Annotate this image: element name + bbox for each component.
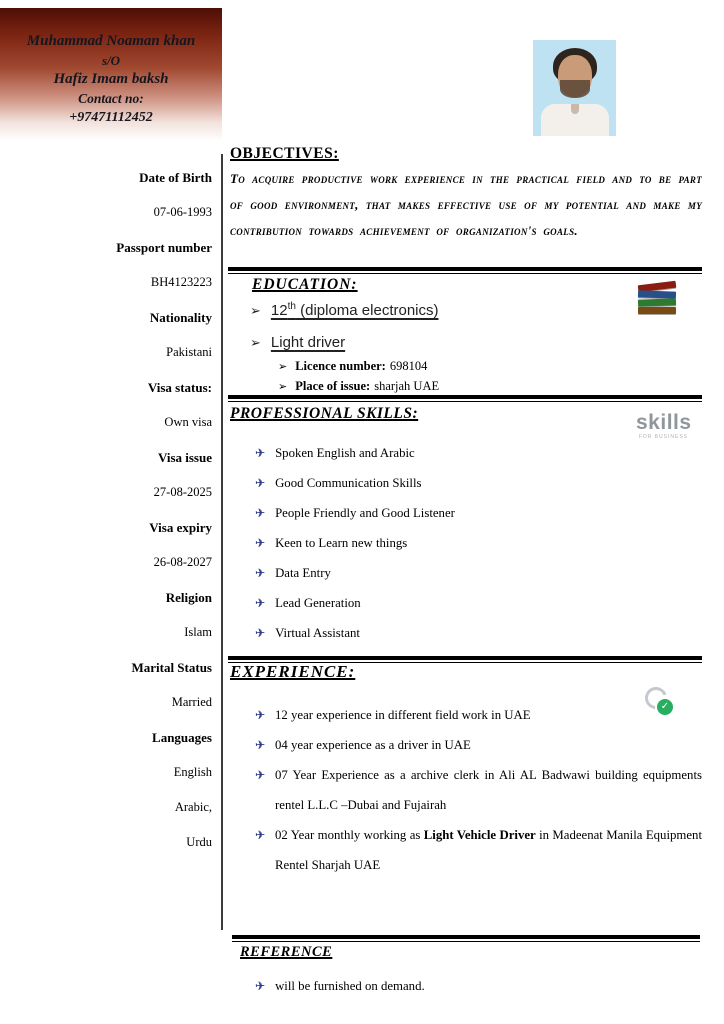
sidebar-row [0,825,215,860]
licence-value: 698104 [389,359,428,373]
sidebar-row-text: 27-08-2025 [153,485,212,499]
skill-item [255,558,455,588]
section-divider [228,395,702,402]
book-brown [638,307,676,314]
sidebar-row [0,685,215,720]
header-name-box [0,8,222,141]
arrow-bullet-icon: ➢ [278,360,288,373]
son-of-label: s/O [101,53,121,68]
skill-item [255,618,455,648]
book-green [638,298,676,306]
skill-item [255,588,455,618]
sidebar-row-text: Arabic, [174,800,212,814]
plane-bullet-icon: ✈ [255,566,266,580]
sidebar-row [0,475,215,510]
skills-logo [636,411,692,440]
sidebar-row-text: Pakistani [166,345,212,359]
experience-text-pre: 12 year experience in different field work in UAE [275,708,531,722]
edu-sup: th [287,301,296,312]
sidebar-row-text: 26-08-2027 [153,555,212,569]
plane-bullet-icon: ✈ [255,708,266,722]
issue-place-label: Place of issue: [295,379,371,393]
skill-text: Keen to Learn new things [275,535,408,550]
skill-text: People Friendly and Good Listener [275,505,455,520]
contact-label: Contact no: [78,91,144,106]
section-divider [232,935,700,942]
experience-text-pre: 07 Year Experience as a archive clerk in Ali AL Badwawi building equipments rentel L.L.C –Dubai and Fujairah [275,768,702,812]
sidebar-row [0,160,215,195]
sidebar-row [0,370,215,405]
sidebar-row [0,230,215,265]
sidebar-row [0,335,215,370]
skill-item [255,438,455,468]
sidebar-row-text: Visa status: [147,379,212,395]
education-item-driver [250,334,345,351]
edu-item2-text: Light driver [270,334,346,351]
reference-heading: REFERENCE [240,944,333,960]
skill-text: Lead Generation [275,595,361,610]
plane-bullet-icon: ✈ [255,828,266,842]
green-check-icon: ✓ [655,697,675,717]
licence-label: Licence number: [295,359,386,373]
education-heading: EDUCATION: [252,276,358,293]
sidebar-row-text: Own visa [164,415,212,429]
book-blue [638,290,676,298]
experience-heading: EXPERIENCE: [230,662,356,681]
sidebar-row [0,195,215,230]
plane-bullet-icon: ✈ [255,506,266,520]
sidebar-row [0,755,215,790]
skills-list [255,438,455,648]
section-divider [228,267,702,274]
sidebar-row [0,440,215,475]
sidebar-row-text: Date of Birth [139,169,212,185]
licence-number-row [278,359,427,374]
sidebar-row-text: Visa expiry [149,519,212,535]
skill-item [255,528,455,558]
sidebar-row [0,300,215,335]
sidebar-row-text: 07-06-1993 [153,205,212,219]
objectives-text: To acquire productive work experience in the practical field and to be part of good environment, that makes effective use of my potential and make my contribution towards achievement of organization's goals. [230,171,702,238]
father-name: Hafiz Imam baksh [53,71,169,87]
plane-bullet-icon: ✈ [255,738,266,752]
photo-collar [571,104,579,114]
sidebar-row-text: Islam [184,625,212,639]
experience-item [255,820,702,880]
sidebar-row [0,510,215,545]
sidebar-row [0,580,215,615]
skill-item [255,498,455,528]
sidebar-row-text: English [173,765,212,779]
sidebar-row-text: Married [171,695,212,709]
plane-bullet-icon: ✈ [255,446,266,460]
plane-bullet-icon: ✈ [255,476,266,490]
sidebar-row-text: Marital Status [131,659,212,675]
skill-text: Spoken English and Arabic [275,445,415,460]
skill-text: Data Entry [275,565,331,580]
objectives-heading: OBJECTIVES: [230,145,339,162]
skills-heading: PROFESSIONAL SKILLS: [230,405,419,422]
plane-bullet-icon: ✈ [255,768,266,782]
experience-item [255,700,702,730]
skill-text: Good Communication Skills [275,475,422,490]
edu-num: 12 [270,302,288,319]
sidebar-row-text: Languages [152,729,212,745]
experience-item [255,760,702,820]
edu-rest: (diploma electronics) [295,302,439,319]
sidebar-row-text: Passport number [116,239,212,255]
candidate-name: Muhammad Noaman khan [26,33,196,49]
sidebar-row-text: Visa issue [157,449,212,465]
arrow-bullet-icon: ➢ [250,304,261,319]
sidebar-row [0,615,215,650]
issue-place-row [278,379,439,394]
vertical-divider [221,154,223,930]
sidebar-row [0,790,215,825]
photo-beard [560,80,590,98]
skills-logo-text: skills [636,411,692,434]
sidebar-row [0,405,215,440]
plane-bullet-icon: ✈ [255,626,266,640]
experience-text-pre: 04 year experience as a driver in UAE [275,738,471,752]
books-icon [634,283,680,317]
plane-bullet-icon: ✈ [255,536,266,550]
sidebar-row-text: Nationality [149,309,212,325]
sidebar-row [0,545,215,580]
education-item-12th [250,301,439,319]
experience-list [255,700,702,880]
issue-place-value: sharjah UAE [374,379,440,393]
phone-number: +97471112452 [69,110,153,125]
experience-text-pre: 02 Year monthly working as [275,828,424,842]
experience-text-post: in Madeenat Manila Equipment Rentel Sharjah UAE [275,828,702,872]
sidebar-row [0,720,215,755]
sidebar-row-text: Urdu [186,835,212,849]
personal-info-sidebar [0,160,215,860]
sidebar-row [0,650,215,685]
skill-item [255,468,455,498]
arrow-bullet-icon: ➢ [278,380,288,393]
sidebar-row [0,265,215,300]
experience-item [255,730,702,760]
sidebar-row-text: BH4123223 [150,275,212,289]
passport-photo [533,40,616,136]
arrow-bullet-icon: ➢ [250,336,261,351]
reference-note-row [255,974,425,998]
sidebar-row-text: Religion [165,589,212,605]
plane-bullet-icon: ✈ [255,979,266,993]
skill-text: Virtual Assistant [275,625,360,640]
skills-logo-subtext: FOR BUSINESS [638,434,688,440]
experience-text-bold: Light Vehicle Driver [423,828,536,842]
reference-note: will be furnished on demand. [275,978,425,993]
plane-bullet-icon: ✈ [255,596,266,610]
